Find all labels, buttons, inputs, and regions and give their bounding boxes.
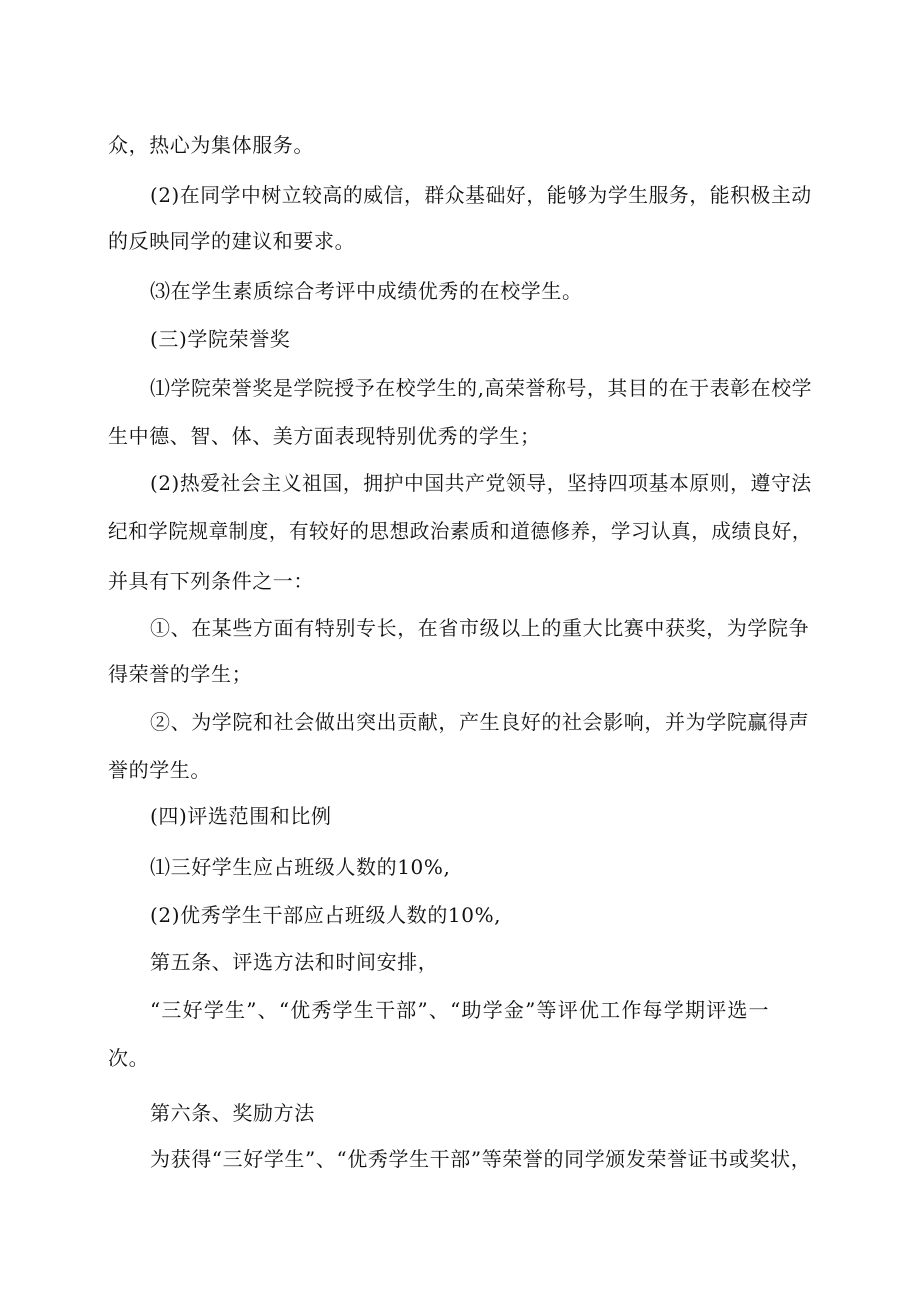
text-line: (2)优秀学生干部应占班级人数的10%, <box>150 903 502 927</box>
text-line: “三好学生”、“优秀学生干部”、“助学金”等评优工作每学期评选一 <box>150 998 770 1022</box>
text-line: 为获得“三好学生”、“优秀学生干部”等荣誉的同学颁发荣誉证书或奖状， <box>150 1147 812 1171</box>
text-line: 的反映同学的建议和要求。 <box>108 229 356 253</box>
text-line: ②、为学院和社会做出突出贡献，产生良好的社会影响，并为学院赢得声 <box>150 710 810 734</box>
text-line: 并具有下列条件之一： <box>108 569 314 593</box>
text-line: ⑶在学生素质综合考评中成绩优秀的在校学生。 <box>150 279 583 303</box>
text-line: 得荣誉的学生； <box>108 662 253 686</box>
text-line: 纪和学院规章制度，有较好的思想政治素质和道德修养，学习认真，成绩良好， <box>108 519 812 543</box>
article-heading: 第五条、评选方法和时间安排， <box>150 950 439 974</box>
text-line: 誉的学生。 <box>108 758 211 782</box>
text-line: ⑴三好学生应占班级人数的10%, <box>150 855 451 879</box>
section-heading: (三)学院荣誉奖 <box>150 327 291 351</box>
text-line: (2)热爱社会主义祖国，拥护中国共产党领导，坚持四项基本原则，遵守法 <box>150 471 812 495</box>
section-heading: (四)评选范围和比例 <box>150 804 332 828</box>
text-line: ①、在某些方面有特别专长，在省市级以上的重大比赛中获奖，为学院争 <box>150 616 810 640</box>
text-line: 次。 <box>108 1046 150 1070</box>
article-heading: 第六条、奖励方法 <box>150 1101 315 1125</box>
text-line: 生中德、智、体、美方面表现特别优秀的学生； <box>108 424 541 448</box>
text-line: 众，热心为集体服务。 <box>108 133 314 157</box>
text-line: ⑴学院荣誉奖是学院授予在校学生的,高荣誉称号，其目的在于表彰在校学 <box>150 376 813 400</box>
text-line: (2)在同学中树立较高的威信，群众基础好，能够为学生服务，能积极主动 <box>150 183 812 207</box>
